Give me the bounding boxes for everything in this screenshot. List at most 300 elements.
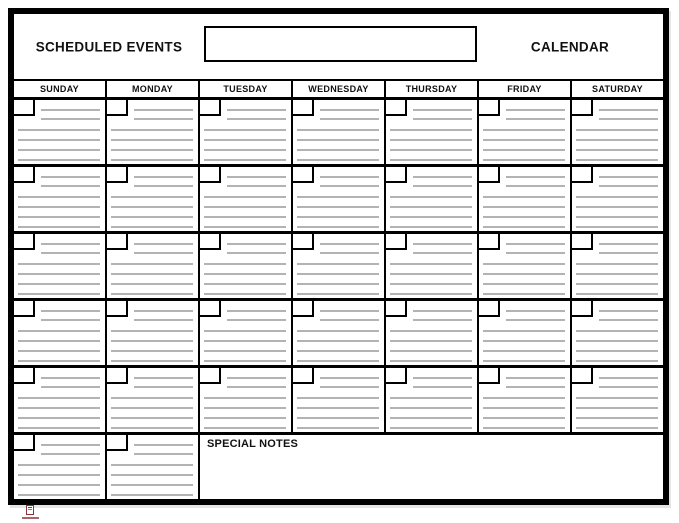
writing-line xyxy=(297,196,379,198)
writing-line xyxy=(227,252,286,254)
writing-line xyxy=(18,159,100,161)
writing-line xyxy=(483,226,565,228)
day-cell xyxy=(107,234,198,298)
writing-line xyxy=(413,319,472,321)
writing-line xyxy=(204,196,286,198)
writing-line xyxy=(413,185,472,187)
date-number-box xyxy=(14,167,35,183)
writing-line xyxy=(41,377,100,379)
scheduled-events-title: SCHEDULED EVENTS xyxy=(35,39,183,54)
writing-line xyxy=(18,360,100,362)
day-cell xyxy=(386,167,477,231)
date-number-box xyxy=(293,100,314,116)
writing-line xyxy=(297,226,379,228)
day-header-monday: MONDAY xyxy=(107,81,198,97)
writing-line xyxy=(41,453,100,455)
writing-line xyxy=(18,484,100,486)
brand-logo-text xyxy=(22,517,39,519)
writing-line xyxy=(320,176,379,178)
writing-line xyxy=(227,319,286,321)
day-cell xyxy=(14,301,105,365)
writing-line xyxy=(483,293,565,295)
writing-line xyxy=(320,310,379,312)
writing-line xyxy=(413,243,472,245)
date-number-box xyxy=(572,234,593,250)
writing-line xyxy=(204,129,286,131)
day-cell xyxy=(14,167,105,231)
writing-line xyxy=(576,149,658,151)
date-number-box xyxy=(293,234,314,250)
writing-line xyxy=(204,293,286,295)
writing-line xyxy=(18,283,100,285)
date-number-box xyxy=(386,301,407,317)
writing-line xyxy=(297,360,379,362)
writing-line xyxy=(18,407,100,409)
writing-line xyxy=(111,139,193,141)
writing-line xyxy=(204,397,286,399)
writing-line xyxy=(576,283,658,285)
day-cell xyxy=(293,368,384,432)
writing-line xyxy=(111,494,193,496)
writing-line xyxy=(18,149,100,151)
date-number-box xyxy=(14,435,35,451)
day-cell xyxy=(479,368,570,432)
writing-line xyxy=(599,118,658,120)
date-number-box xyxy=(386,368,407,384)
writing-line xyxy=(18,129,100,131)
writing-line xyxy=(483,350,565,352)
writing-line xyxy=(204,216,286,218)
writing-line xyxy=(111,263,193,265)
day-cell xyxy=(107,435,198,499)
day-cell xyxy=(479,100,570,164)
writing-line xyxy=(320,243,379,245)
writing-line xyxy=(41,109,100,111)
day-cell xyxy=(293,301,384,365)
writing-line xyxy=(297,427,379,429)
writing-line xyxy=(18,206,100,208)
writing-line xyxy=(576,226,658,228)
day-cell xyxy=(107,368,198,432)
writing-line xyxy=(41,243,100,245)
writing-line xyxy=(111,417,193,419)
special-notes-label: SPECIAL NOTES xyxy=(207,438,299,450)
board-header xyxy=(14,14,663,79)
writing-line xyxy=(483,129,565,131)
date-number-box xyxy=(572,301,593,317)
writing-line xyxy=(599,185,658,187)
day-cell xyxy=(293,234,384,298)
writing-line xyxy=(204,226,286,228)
writing-line xyxy=(204,206,286,208)
day-header-sunday: SUNDAY xyxy=(14,81,105,97)
writing-line xyxy=(227,176,286,178)
writing-line xyxy=(227,109,286,111)
writing-line xyxy=(506,176,565,178)
writing-line xyxy=(297,283,379,285)
writing-line xyxy=(204,417,286,419)
writing-line xyxy=(41,176,100,178)
date-number-box xyxy=(200,167,221,183)
writing-line xyxy=(390,360,472,362)
writing-line xyxy=(599,243,658,245)
writing-line xyxy=(18,464,100,466)
writing-line xyxy=(18,397,100,399)
day-cell xyxy=(107,167,198,231)
writing-line xyxy=(483,427,565,429)
writing-line xyxy=(320,185,379,187)
writing-line xyxy=(297,407,379,409)
day-cell xyxy=(293,167,384,231)
writing-line xyxy=(390,397,472,399)
writing-line xyxy=(18,273,100,275)
day-cell xyxy=(479,167,570,231)
writing-line xyxy=(111,330,193,332)
writing-line xyxy=(297,417,379,419)
day-cell xyxy=(479,301,570,365)
day-header-thursday: THURSDAY xyxy=(386,81,477,97)
date-number-box xyxy=(479,167,500,183)
writing-line xyxy=(204,139,286,141)
writing-line xyxy=(204,273,286,275)
writing-line xyxy=(204,427,286,429)
day-cell xyxy=(14,234,105,298)
writing-line xyxy=(297,350,379,352)
month-title-box xyxy=(204,26,477,62)
writing-line xyxy=(204,330,286,332)
writing-line xyxy=(204,407,286,409)
writing-line xyxy=(576,293,658,295)
writing-line xyxy=(506,118,565,120)
writing-line xyxy=(111,206,193,208)
writing-line xyxy=(483,263,565,265)
writing-line xyxy=(576,206,658,208)
writing-line xyxy=(599,176,658,178)
date-number-box xyxy=(200,234,221,250)
writing-line xyxy=(576,216,658,218)
writing-line xyxy=(297,139,379,141)
date-number-box xyxy=(107,167,128,183)
day-cell xyxy=(14,100,105,164)
writing-line xyxy=(18,216,100,218)
writing-line xyxy=(413,377,472,379)
writing-line xyxy=(320,252,379,254)
writing-line xyxy=(506,386,565,388)
writing-line xyxy=(390,407,472,409)
writing-line xyxy=(134,319,193,321)
writing-line xyxy=(599,109,658,111)
date-number-box xyxy=(386,167,407,183)
writing-line xyxy=(320,386,379,388)
writing-line xyxy=(18,196,100,198)
date-number-box xyxy=(572,100,593,116)
date-number-box xyxy=(107,100,128,116)
writing-line xyxy=(204,263,286,265)
date-number-box xyxy=(14,368,35,384)
day-cell xyxy=(200,100,291,164)
writing-line xyxy=(576,417,658,419)
date-number-box xyxy=(107,301,128,317)
writing-line xyxy=(227,243,286,245)
day-header-saturday: SATURDAY xyxy=(572,81,663,97)
writing-line xyxy=(390,283,472,285)
writing-line xyxy=(576,360,658,362)
writing-line xyxy=(576,263,658,265)
writing-line xyxy=(483,149,565,151)
writing-line xyxy=(483,206,565,208)
writing-line xyxy=(390,159,472,161)
day-cell xyxy=(386,368,477,432)
brand-logo xyxy=(24,505,44,521)
writing-line xyxy=(576,159,658,161)
writing-line xyxy=(204,360,286,362)
writing-line xyxy=(506,109,565,111)
calendar-title: CALENDAR xyxy=(530,39,610,54)
date-number-box xyxy=(293,167,314,183)
writing-line xyxy=(390,340,472,342)
writing-line xyxy=(576,407,658,409)
writing-line xyxy=(204,283,286,285)
writing-line xyxy=(320,109,379,111)
writing-line xyxy=(297,330,379,332)
writing-line xyxy=(41,118,100,120)
writing-line xyxy=(134,185,193,187)
writing-line xyxy=(599,386,658,388)
writing-line xyxy=(297,206,379,208)
date-number-box xyxy=(14,301,35,317)
date-number-box xyxy=(107,234,128,250)
writing-line xyxy=(390,129,472,131)
day-cell xyxy=(14,368,105,432)
date-number-box xyxy=(479,100,500,116)
day-cell xyxy=(572,301,663,365)
writing-line xyxy=(576,350,658,352)
writing-line xyxy=(483,340,565,342)
writing-line xyxy=(413,252,472,254)
writing-line xyxy=(599,310,658,312)
writing-line xyxy=(390,216,472,218)
writing-line xyxy=(204,340,286,342)
date-number-box xyxy=(200,100,221,116)
writing-line xyxy=(576,427,658,429)
writing-line xyxy=(390,206,472,208)
day-cell xyxy=(293,100,384,164)
writing-line xyxy=(297,397,379,399)
writing-line xyxy=(18,139,100,141)
writing-line xyxy=(483,139,565,141)
date-number-box xyxy=(293,301,314,317)
day-header-friday: FRIDAY xyxy=(479,81,570,97)
writing-line xyxy=(297,149,379,151)
writing-line xyxy=(576,139,658,141)
date-number-box xyxy=(200,301,221,317)
writing-line xyxy=(111,129,193,131)
writing-line xyxy=(204,350,286,352)
writing-line xyxy=(41,252,100,254)
writing-line xyxy=(483,159,565,161)
writing-line xyxy=(111,159,193,161)
date-number-box xyxy=(200,368,221,384)
writing-line xyxy=(413,386,472,388)
writing-line xyxy=(111,474,193,476)
writing-line xyxy=(111,226,193,228)
writing-line xyxy=(134,377,193,379)
date-number-box xyxy=(107,435,128,451)
calendar-board xyxy=(8,8,669,505)
writing-line xyxy=(134,118,193,120)
writing-line xyxy=(227,118,286,120)
writing-line xyxy=(297,159,379,161)
writing-line xyxy=(320,377,379,379)
writing-line xyxy=(204,149,286,151)
writing-line xyxy=(506,377,565,379)
writing-line xyxy=(390,263,472,265)
writing-line xyxy=(297,273,379,275)
writing-line xyxy=(111,293,193,295)
day-cell xyxy=(200,301,291,365)
writing-line xyxy=(483,417,565,419)
writing-line xyxy=(134,386,193,388)
day-cell xyxy=(386,234,477,298)
writing-line xyxy=(111,340,193,342)
writing-line xyxy=(18,293,100,295)
writing-line xyxy=(483,330,565,332)
day-cell xyxy=(572,234,663,298)
day-header-wednesday: WEDNESDAY xyxy=(293,81,384,97)
writing-line xyxy=(506,243,565,245)
writing-line xyxy=(413,310,472,312)
writing-line xyxy=(576,129,658,131)
date-number-box xyxy=(14,234,35,250)
writing-line xyxy=(297,129,379,131)
date-number-box xyxy=(293,368,314,384)
writing-line xyxy=(413,109,472,111)
date-number-box xyxy=(14,100,35,116)
writing-line xyxy=(111,407,193,409)
date-number-box xyxy=(479,301,500,317)
writing-line xyxy=(390,273,472,275)
writing-line xyxy=(41,319,100,321)
writing-line xyxy=(18,263,100,265)
writing-line xyxy=(576,196,658,198)
writing-line xyxy=(413,176,472,178)
writing-line xyxy=(576,273,658,275)
writing-line xyxy=(18,350,100,352)
writing-line xyxy=(18,417,100,419)
writing-line xyxy=(134,310,193,312)
writing-line xyxy=(390,196,472,198)
day-cell xyxy=(14,435,105,499)
writing-line xyxy=(483,273,565,275)
day-cell xyxy=(107,301,198,365)
date-number-box xyxy=(107,368,128,384)
writing-line xyxy=(18,330,100,332)
day-cell xyxy=(200,167,291,231)
writing-line xyxy=(599,377,658,379)
date-number-box xyxy=(479,368,500,384)
calendar-grid xyxy=(14,79,663,499)
writing-line xyxy=(41,310,100,312)
writing-line xyxy=(111,283,193,285)
writing-line xyxy=(111,216,193,218)
writing-line xyxy=(227,386,286,388)
writing-line xyxy=(111,196,193,198)
writing-line xyxy=(599,252,658,254)
day-cell xyxy=(386,100,477,164)
writing-line xyxy=(320,118,379,120)
writing-line xyxy=(297,340,379,342)
writing-line xyxy=(390,427,472,429)
writing-line xyxy=(483,360,565,362)
writing-line xyxy=(390,293,472,295)
day-cell xyxy=(572,167,663,231)
writing-line xyxy=(41,444,100,446)
writing-line xyxy=(390,330,472,332)
brand-logo-icon xyxy=(26,505,34,515)
writing-line xyxy=(18,226,100,228)
writing-line xyxy=(413,118,472,120)
writing-line xyxy=(18,340,100,342)
date-number-box xyxy=(572,368,593,384)
writing-line xyxy=(134,176,193,178)
special-notes-area xyxy=(200,435,663,499)
writing-line xyxy=(111,350,193,352)
writing-line xyxy=(18,494,100,496)
writing-line xyxy=(390,417,472,419)
writing-line xyxy=(506,252,565,254)
writing-line xyxy=(134,252,193,254)
writing-line xyxy=(483,397,565,399)
date-number-box xyxy=(572,167,593,183)
day-cell xyxy=(200,234,291,298)
day-cell xyxy=(572,368,663,432)
day-header-tuesday: TUESDAY xyxy=(200,81,291,97)
day-cell xyxy=(572,100,663,164)
writing-line xyxy=(111,273,193,275)
date-number-box xyxy=(386,100,407,116)
writing-line xyxy=(297,216,379,218)
writing-line xyxy=(41,386,100,388)
writing-line xyxy=(576,330,658,332)
writing-line xyxy=(18,474,100,476)
writing-line xyxy=(599,319,658,321)
writing-line xyxy=(390,139,472,141)
writing-line xyxy=(111,360,193,362)
writing-line xyxy=(576,397,658,399)
writing-line xyxy=(483,283,565,285)
day-cell xyxy=(386,301,477,365)
writing-line xyxy=(41,185,100,187)
writing-line xyxy=(134,453,193,455)
writing-line xyxy=(111,149,193,151)
writing-line xyxy=(297,263,379,265)
writing-line xyxy=(390,226,472,228)
writing-line xyxy=(134,109,193,111)
writing-line xyxy=(297,293,379,295)
writing-line xyxy=(204,159,286,161)
writing-line xyxy=(227,185,286,187)
writing-line xyxy=(483,196,565,198)
writing-line xyxy=(134,444,193,446)
writing-line xyxy=(111,427,193,429)
writing-line xyxy=(320,319,379,321)
writing-line xyxy=(227,310,286,312)
writing-line xyxy=(506,319,565,321)
date-number-box xyxy=(479,234,500,250)
day-cell xyxy=(107,100,198,164)
writing-line xyxy=(576,340,658,342)
writing-line xyxy=(18,427,100,429)
